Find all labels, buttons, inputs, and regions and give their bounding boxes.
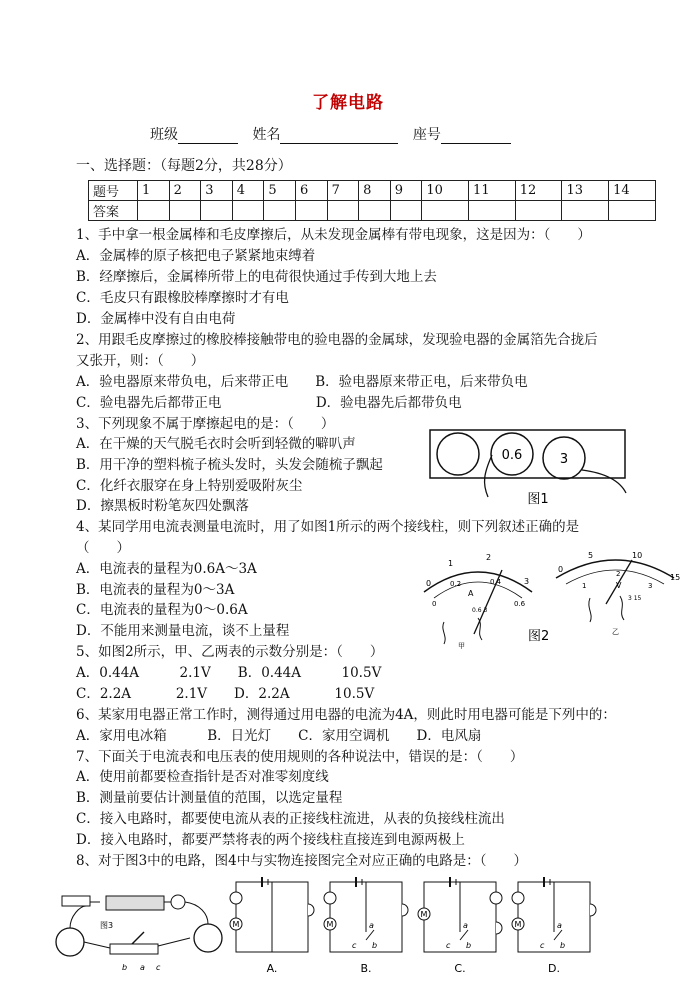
voltmeter-inner-tick: 3	[648, 582, 653, 590]
circuit-option-d	[510, 876, 600, 978]
question-line: 5、如图2所示，甲、乙两表的示数分别是：（ ）	[76, 644, 384, 660]
terminal-circle	[437, 433, 479, 475]
circuit-option-a	[228, 876, 318, 978]
question-line: A．验电器原来带负电，后来带正电 B．验电器原来带正电，后来带负电	[76, 374, 528, 390]
motor-label: M	[232, 920, 240, 929]
table-cell: 12	[515, 181, 562, 201]
table-row	[89, 181, 656, 201]
bell-icon	[308, 904, 314, 916]
answer-cell[interactable]	[201, 201, 233, 221]
switch-label: a	[369, 921, 374, 930]
name-blank	[280, 128, 398, 144]
switch-symbol	[460, 930, 468, 940]
figure-caption: 图2	[528, 629, 550, 644]
question-line: 又张开，则：（ ）	[76, 353, 205, 369]
question-line: C．接入电路时，都要使电流从表的正接线柱流进，从表的负接线柱流出	[76, 811, 505, 827]
question-line: C．2.2A 2.1V D．2.2A 10.5V	[76, 686, 375, 702]
answer-cell[interactable]	[138, 201, 170, 221]
switch-symbol	[554, 930, 562, 940]
switch-label: b	[122, 963, 128, 972]
bulb-icon	[171, 895, 185, 909]
option-label: D.	[548, 962, 560, 975]
question-line: B．测量前要估计测量值的范围，以选定量程	[76, 790, 343, 806]
table-cell: 6	[295, 181, 327, 201]
answer-cell[interactable]	[359, 201, 391, 221]
question-line: 8、对于图3中的电路，图4中与实物连接图完全对应正确的电路是：（ ）	[76, 853, 528, 869]
question-line: D．金属棒中没有自由电荷	[76, 311, 236, 327]
lamp-icon	[230, 892, 242, 904]
motor-label: M	[326, 920, 334, 929]
wire	[589, 596, 624, 622]
terminal-label: 0.6	[501, 448, 523, 463]
ammeter-tick: 1	[448, 559, 454, 568]
switch-lever	[132, 932, 144, 944]
table-cell: 8	[359, 181, 391, 201]
table-cell: 13	[562, 181, 609, 201]
switch-label: b	[560, 941, 566, 950]
question-line: D．擦黑板时粉笔灰四处飘落	[76, 498, 249, 514]
question-line: D．接入电路时，都要严禁将表的两个接线柱直接连到电源两极上	[76, 832, 465, 848]
switch-label: a	[557, 921, 562, 930]
ammeter-terminals: 0.6 3	[472, 607, 488, 614]
voltmeter-terminals: 3 15	[628, 595, 642, 602]
ammeter-unit: A	[468, 589, 474, 598]
voltmeter-unit: V	[616, 581, 622, 590]
question-line: B．经摩擦后，金属棒所带上的电荷很快通过手传到大地上去	[76, 269, 437, 285]
ammeter-name: 甲	[458, 642, 465, 650]
question-line: B．用干净的塑料梳子梳头发时，头发会随梳子飘起	[76, 457, 383, 473]
voltmeter-tick: 0	[558, 565, 564, 574]
question-line: A．0.44A 2.1V B．0.44A 10.5V	[76, 665, 382, 681]
table-cell: 9	[390, 181, 422, 201]
question-line: A．在干燥的天气脱毛衣时会听到轻微的噼叭声	[76, 436, 356, 452]
table-cell: 4	[232, 181, 264, 201]
figure-3-physical-circuit	[40, 880, 230, 976]
table-cell: 7	[327, 181, 359, 201]
voltmeter-inner-tick: 1	[582, 582, 587, 590]
bell-icon	[590, 904, 596, 916]
question-line: 6、某家用电器正常工作时，测得通过用电器的电流为4A，则此时用电器可能是下列中的：	[76, 707, 616, 723]
fan-icon	[194, 924, 222, 952]
answer-cell[interactable]	[562, 201, 609, 221]
wire	[485, 455, 492, 497]
figure-1-terminals	[420, 425, 630, 510]
question-line: 3、下列现象不属于摩擦起电的是：（ ）	[76, 416, 335, 432]
ammeter-inner-tick: 0.4	[490, 578, 502, 586]
battery	[106, 896, 164, 910]
question-line: A．家用电冰箱 B．日光灯 C．家用空调机 D．电风扇	[76, 728, 482, 744]
voltmeter-tick: 10	[632, 551, 643, 560]
seat-label: 座号	[412, 127, 441, 143]
table-cell: 14	[609, 181, 656, 201]
wire	[443, 618, 482, 644]
answer-cell[interactable]	[327, 201, 359, 221]
answer-cell[interactable]	[609, 201, 656, 221]
option-label: A.	[266, 962, 278, 975]
question-line: C．毛皮只有跟橡胶棒摩擦时才有电	[76, 290, 289, 306]
answer-table	[88, 180, 656, 221]
ammeter-tick: 2	[486, 553, 492, 562]
question-line: C．电流表的量程为0～0.6A	[76, 602, 248, 618]
switch-label: b	[466, 941, 472, 950]
wire	[582, 470, 626, 493]
option-label: C.	[454, 962, 466, 975]
voltmeter-inner-tick: 2	[616, 570, 621, 578]
ammeter-inner-tick: 0	[432, 600, 437, 608]
option-label: B.	[360, 962, 372, 975]
figure-caption: 图1	[527, 492, 549, 507]
switch-label: b	[372, 941, 378, 950]
ammeter-inner-tick: 0.2	[450, 580, 462, 588]
question-line: A．金属棒的原子核把电子紧紧地束缚着	[76, 248, 316, 264]
question-line: C．验电器先后都带正电 D．验电器先后都带负电	[76, 395, 462, 411]
answer-cell[interactable]	[469, 201, 516, 221]
switch-label: c	[540, 941, 545, 950]
table-cell: 10	[422, 181, 469, 201]
answer-cell[interactable]	[169, 201, 201, 221]
switch-label: a	[463, 921, 468, 930]
name-label: 姓名	[252, 127, 281, 143]
lamp-icon	[512, 892, 524, 904]
question-line: （ ）	[76, 540, 130, 556]
bell-icon	[402, 904, 408, 916]
table-cell: 5	[264, 181, 296, 201]
answer-cell[interactable]	[515, 201, 562, 221]
voltmeter-name: 乙	[612, 628, 619, 636]
page-title: 了解电路	[312, 93, 384, 113]
table-cell: 答案	[89, 201, 138, 221]
table-cell: 题号	[89, 181, 138, 201]
class-blank	[178, 128, 238, 144]
terminal-board	[430, 430, 625, 478]
question-line: 1、手中拿一根金属棒和毛皮摩擦后，从未发现金属棒有带电现象，这是因为：（ ）	[76, 227, 591, 243]
ammeter-inner-arc	[434, 582, 522, 598]
answer-cell[interactable]	[295, 201, 327, 221]
student-info-line	[150, 124, 521, 144]
lamp-icon	[490, 892, 502, 904]
table-cell: 3	[201, 181, 233, 201]
question-line: D．不能用来测量电流，谈不上量程	[76, 623, 290, 639]
table-cell: 2	[169, 181, 201, 201]
figure-caption: 图3	[100, 921, 114, 930]
switch-label: c	[446, 941, 451, 950]
question-line: C．化纤衣服穿在身上特别爱吸附灰尘	[76, 478, 303, 494]
ammeter-inner-tick: 0.6	[514, 600, 526, 608]
switch-label: a	[140, 963, 145, 972]
answer-cell[interactable]	[232, 201, 264, 221]
question-line: 7、下面关于电流表和电压表的使用规则的各种说法中，错误的是：（ ）	[76, 749, 524, 765]
switch-symbol	[366, 930, 374, 940]
lamp-icon	[324, 892, 336, 904]
question-line: B．电流表的量程为0～3A	[76, 582, 235, 598]
circuit-option-b	[322, 876, 412, 978]
bell-icon	[496, 922, 502, 934]
motor-label: M	[514, 920, 522, 929]
ammeter-tick: 0	[426, 579, 432, 588]
voltmeter-scale-arc	[556, 560, 674, 578]
answer-cell[interactable]	[390, 201, 422, 221]
motor-icon	[56, 928, 84, 956]
answer-cell[interactable]	[264, 201, 296, 221]
switch-label: c	[156, 963, 161, 972]
terminal-label: 3	[559, 452, 569, 467]
answer-cell[interactable]	[422, 201, 469, 221]
seat-blank	[441, 128, 511, 144]
question-line: A．电流表的量程为0.6A～3A	[76, 561, 257, 577]
section-heading: 一、选择题：（每题2分，共28分）	[76, 158, 292, 174]
circuit-option-c	[416, 876, 506, 978]
voltmeter-tick: 15	[670, 573, 681, 582]
table-row	[89, 201, 656, 221]
table-cell: 11	[469, 181, 516, 201]
battery-holder	[62, 896, 90, 906]
table-cell: 1	[138, 181, 170, 201]
question-line: 4、某同学用电流表测量电流时，用了如图1所示的两个接线柱，则下列叙述正确的是	[76, 519, 580, 535]
question-line: 2、用跟毛皮摩擦过的橡胶棒接触带电的验电器的金属球，发现验电器的金属箔先合拢后	[76, 332, 598, 348]
motor-label: M	[420, 910, 428, 919]
figure-2-meters	[420, 548, 682, 652]
voltmeter-tick: 5	[588, 551, 594, 560]
class-label: 班级	[150, 127, 178, 143]
switch-label: c	[352, 941, 357, 950]
question-line: A．使用前都要检查指针是否对准零刻度线	[76, 769, 329, 785]
switch-base	[110, 944, 158, 954]
ammeter-tick: 3	[524, 577, 530, 586]
